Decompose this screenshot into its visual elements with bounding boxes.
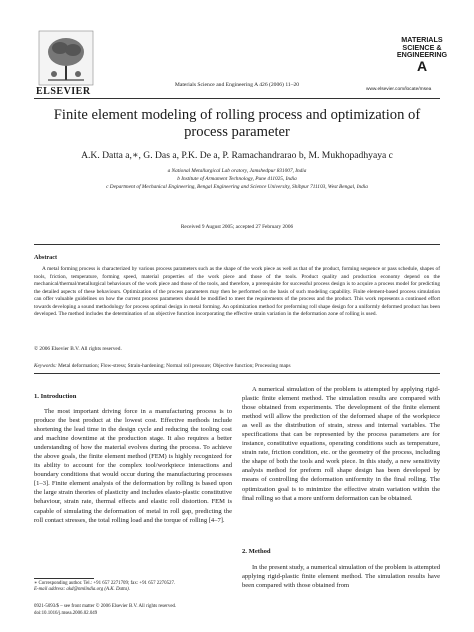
footnote-corresponding: ∗ Corresponding author. Tel.: +91 657 2271709; fax: +91 657 2270527. (34, 581, 176, 586)
footnote-rule (34, 578, 94, 579)
keywords-bottom-rule (34, 373, 440, 374)
abstract-heading: Abstract (34, 254, 58, 261)
publisher-name: ELSEVIER (36, 86, 91, 97)
right-column-paragraph: A numerical simulation of the problem is attempted by applying rigid-plastic finite element method. The simulation results are compared with those obtained from experiments. The development of the finite element method will allow the prediction of the deformed shape of the workpiece as well as the distribution of strain, stress and internal variables. The specifications that can be represented by the process parameters are for instance, constitutive equations, operating conditions such as temperature, strain rate, friction condition, etc. or the geometry of the process, including the shape of both the tools and work piece. In this study, a new sensitivity analysis method for preform roll shape design has been developed by means of controlling the deformation uniformity in the final rolling. The optimization goal is to minimize the effective strain variation within the final rolling so that a more uniform deformation can be obtained. (242, 386, 440, 502)
header-rule (34, 98, 440, 99)
author-list: A.K. Datta a,∗, G. Das a, P.K. De a, P. Ramachandrarao b, M. Mukhopadhyaya c (81, 150, 393, 161)
journal-citation: Materials Science and Engineering A 426 (2006) 11–20 (174, 82, 300, 88)
front-matter-info (34, 604, 176, 617)
journal-logo-line: MATERIALS (401, 35, 443, 44)
section-heading-method: 2. Method (242, 548, 271, 555)
introduction-text: The most important driving force in a manufacturing process is to produce the best product at the lowest cost. Effective methods include shortening the lead time in the design cycle and reducing the tooling cost and machine downtime at the production stage. It also requires a better understanding of how the material evolves during the process. To achieve the above goals, the finite element method (FEM) is highly recognized for its ability to account for the complex tool/workpiece interactions and boundary conditions that would occur during the manufacturing processes [1–3]. Finite element analysis of the deformation by rolling is based upon the large strain theories of plasticity and includes elasto-plastic constitutive behaviour, strain rate, thermal effects and elastic roll distortion. FEM is capable of simulating the deformation of metal in roll gap, predicting the roll contact stresses, the total rolling load and the torque of rolling [4–7]. (34, 408, 232, 524)
affiliation-b: b Institute of Armament Technology, Pune 411025, India (177, 176, 297, 182)
journal-website[interactable]: www.elsevier.com/locate/msea (366, 87, 432, 92)
journal-logo-letter: A (416, 57, 428, 74)
footnote-email: E-mail address: akd@nmlindia.org (A.K. Datta). (34, 587, 130, 593)
received-dates: Received 9 August 2005; accepted 27 February 2006 (180, 224, 294, 230)
issn-line: 0921-5093/$ – see front matter © 2006 Elsevier B.V. All rights reserved. (34, 604, 177, 609)
elsevier-tree-logo (38, 30, 94, 86)
affiliation-c: c Department of Mechanical Engineering, Bengal Engineering and Science University, Shibpur 711103, West Bengal, India (106, 184, 368, 190)
abstract-top-rule (34, 244, 440, 245)
journal-logo-line: ENGINEERING (396, 50, 448, 59)
journal-logo (390, 36, 454, 74)
section-heading-introduction: 1. Introduction (34, 393, 77, 400)
abstract-copyright: © 2006 Elsevier B.V. All rights reserved. (34, 346, 122, 352)
paper-title: Finite element modeling of rolling process and optimization of process parameter (53, 107, 421, 140)
affiliation-a: a National Metallurgical Lab oratory, Jamshedpur 831007, India (167, 168, 307, 174)
keywords (34, 363, 291, 369)
doi-line: doi:10.1016/j.msea.2006.02.049 (34, 610, 98, 616)
method-text: In the present study, a numerical simulation of the problem is attempted applying rigid-plastic finite element method. The simulation results have been compared with those obtained from (242, 564, 440, 590)
abstract-text: A metal forming process is characterized by various process parameters such as the shape of the work piece as well as that of the product, forming sequence or pass schedule, shapes of tools, friction, temperature, forming speed, material properties of the work piece and those of the tools. Product quality and production economy depend on the mechanical/thermal/metallurgical behaviours of the work piece and those of the tools, and therefore, a prerequisite for successful process design is to acquire a process model for predicting the detailed aspects of these behaviours. Optimization of the process parameters may then be performed on the basis of such modeling capability. Finite element-based process simulation can offer valuable guidelines on how the current process parameters should be modified to meet the requirements of the process and the product. This work represents a continued effort towards developing a sound methodology for process optimal design in metal forming. An optimization method for preforming roll shape design for a uniformly deformed product has been developed. The method includes the determination of an objective function incorporating the effective strain variation in the deformation zone of rolling is used. (34, 266, 440, 317)
footnote (34, 581, 232, 594)
journal-logo-line: SCIENCE & (402, 42, 442, 52)
keywords-text: Metal deformation; Flow-stress; Strain-hardening; Normal roll pressure; Objective function; Processing maps (58, 363, 291, 369)
keywords-label: Keywords: (34, 363, 57, 369)
